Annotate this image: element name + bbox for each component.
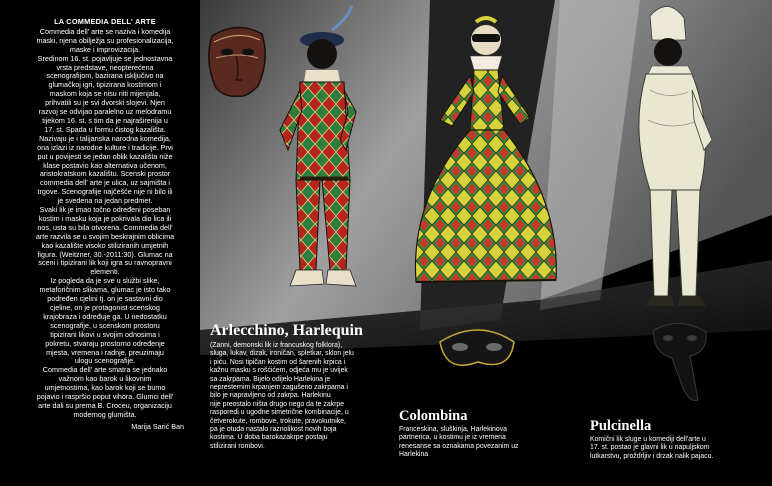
intro-body: Commedia dell' arte se naziva i komedija maski, njena obilježja su profesionalizacija, maske i improvizacija. Sredinom 16. st. pojavljuje se jednostavna vrsta predstave, neopterećena scenografijom, bazirana isključivo na glumačkoj igri, tipizirana kostimom i maskom koja se nisu niti mijenjala, prihvatili su je svi dvorski slojevi. Njen razvoj se odvijao paralelno uz melodramu tijekom 16. st. s tim da je najraširenija u 17. st. Spada u formu čistog kazališta. Nazivaju je i talijanska narodna komedija, ona izlazi iz narodne kulture i tradicije. Prvi put u povijesti se jedan oblik kazališta niže klase postavio kao alternativa učenom, aristokratskom kazalištu. Scenski prostor commedia dell' arte je ulica, uz sajmišta i trgove. Scenografije najčešće nije ni bilo ili je svedena na jedan predmet. Svaki lik je imao točno određeni poseban kostim i masku koja je pokrivala dio lica ili nos, usta su bila otvorena. Commedia dell' arte razvila se u svojim beskrajnim oblicima kao kazalište visoko stiliziranih umjetnih figura. (Weitzner, 30.-2011:30). Glumac na sceni i tipizirani lik koji igra su ravnopravni elementi. Iz pogleda da je sve u službi slike, metaforičnim slikama, glumac je isto tako podređen cjelini tj. on je sastavni dio cjeline, on je protagonist scenskog krajobraza i određuje ga. U nedostatku scenografije, u scenskom prostoru tipizirani likovi u svojim odnosima i pokretu, stvaraju prostorno određenje mjesta, vremena i radnje, preuzimaju ulogu scenografije. Commedia dell' arte smatra se jednako važnom kao barok u likovnim umjetnostima, kao barok koji se bumo pojavio i raspršio poput vihora. Glumci dell' arte dali su prema B. Croceu, organizaciju modernog glumišta. [35,26,175,419]
intro-column [20,18,190,432]
colombina-heading: Colombina [399,408,468,424]
colombina-description: Franceskina, sluškinja, Harlekinova partnerica, u kostimu je iz vremena renesanse sa oznakama povezanim uz Harlekina [399,426,519,459]
harlequin-mask-image [209,27,265,96]
intro-author: Marija Sarić Ban [131,421,184,431]
arlecchino-heading: Arlecchino, Harlequin [210,322,363,339]
colombina-mask-image [440,330,514,365]
pulcinella-mask-image [654,323,706,400]
arlecchino-description: (Zanni, demonski lik iz francuskog folklora), sluga, lukav, dizak, ironičan, spletkar, sklon jelu i piću. Nosi tipičan kostim od šarenih krpica i kažnu masku s rošćićem, odjeća mu je uvijek sa zakrpama. Bijelo odijelo Harlekina je nepresternim krpanjem zagušeno zakrpama i bilo je napravljeno od zakrpa. Harlekinu nije preostalo ništa drugo nego da te zakrpe rasporedi u ugodne simetrične kombinacije, u četverokute, rombove, trokute, pravokutnike, pa je otuda nastalo raznolikost novih boja kostima. U doba barokazakrpe postaju stilizirani rombovi. [210,342,354,450]
pulcinella-description: Komični lik sluge u komediji dell'arte u 17. st. postao je glavni lik u napuljskom lutkarstvu, proždrljiv i drzak nalik pajacu. [590,436,714,460]
pulcinella-heading: Pulcinella [590,418,652,434]
intro-title: LA COMMEDIA DELL' ARTE [54,17,156,26]
